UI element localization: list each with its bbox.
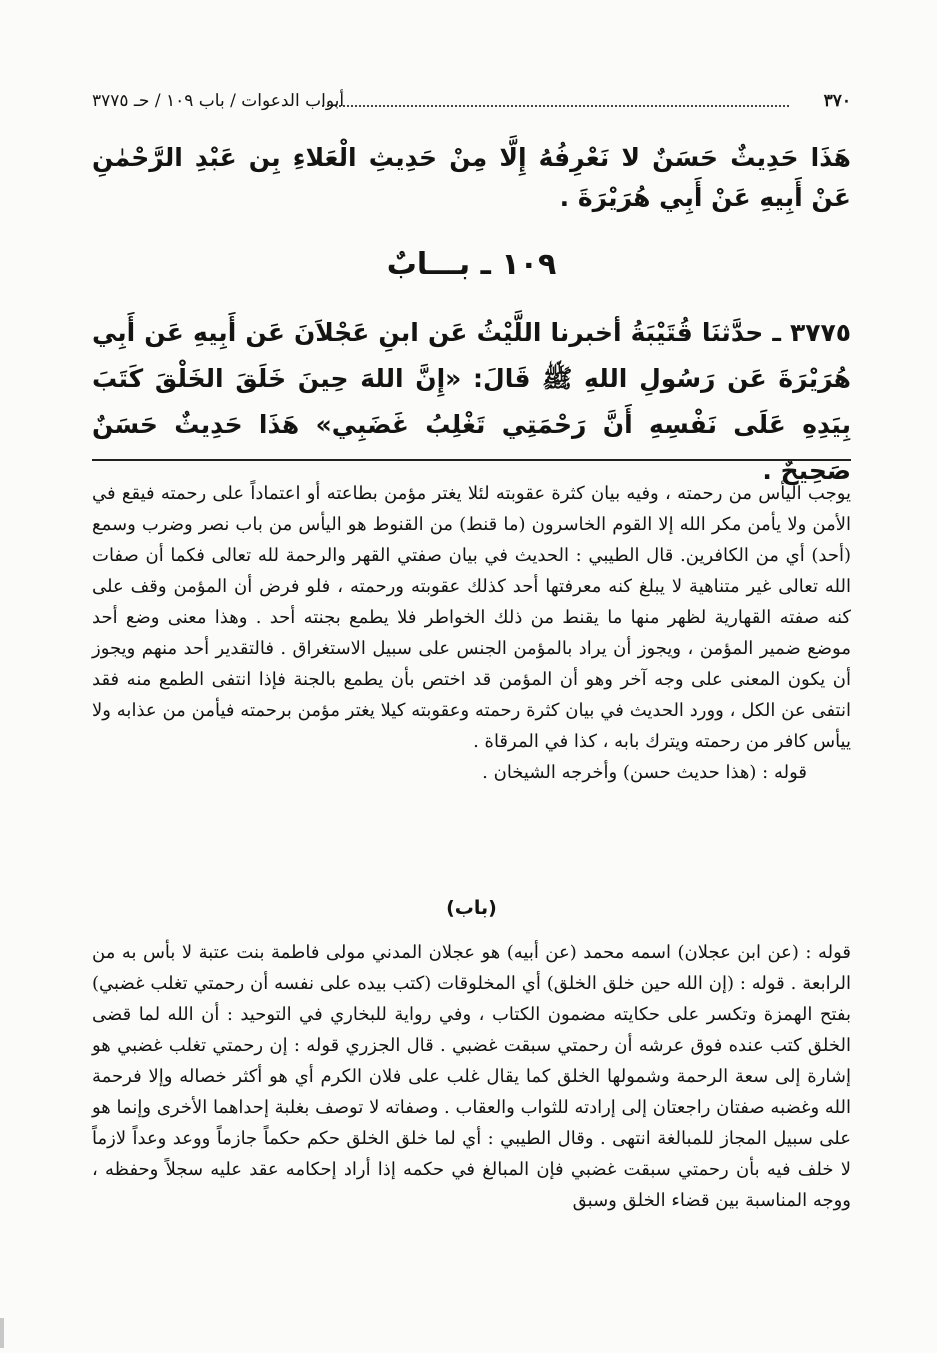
scan-edge-mark [0,1318,4,1348]
hadith-text: ٣٧٧٥ ـ حدَّثنَا قُتَيْبَةُ أخبرنا اللَّيْثُ عَن ابنِ عَجْلاَنَ عَن أَبِيهِ عَن أَبِي هُرَيْرَةَ عَن رَسُولِ اللهِ ﷺ قَالَ: «إِنَّ اللهَ حِينَ خَلَقَ الخَلْقَ كَتَبَ بِيَدِهِ عَلَى نَفْسِهِ أَنَّ رَحْمَتِي تَغْلِبُ غَضَبِي» هَذَا حَدِيثٌ حَسَنٌ صَحِيحٌ . [92,318,851,485]
previous-hadith-note [92,138,851,218]
commentary-paragraph: قوله : (هذا حديث حسن) وأخرجه الشيخان . [482,762,807,783]
chapter-title: ١٠٩ ـ بـــابٌ [386,247,557,282]
page-header [92,88,851,114]
commentary-paragraph: يوجب اليأس من رحمته ، وفيه بيان كثرة عقوبته لئلا يغتر مؤمن بطاعته أو اعتماداً على رحمته فيقع في الأمن ولا يأمن مكر الله إلا القوم الخاسرون (ما قنط) من القنوط هو اليأس من باب نصر وضرب وسمع (أحد) أي من الكافرين. قال الطيبي : الحديث في بيان صفتي القهر والرحمة لله تعالى فكما أن صفات الله تعالى غير متناهية لا يبلغ كنه معرفتها أحد كذلك عقوبته ورحمته ، فلو فرض أن المؤمن وقف على كنه صفته القهارية لظهر منها ما يقنط من ذلك الخواطر فلا يطمع بجنته أحد . وهذا معنى وضع أحد موضع ضمير المؤمن ، ويجوز أن يراد بالمؤمن الجنس على سبيل الاستغراق . فالتقدير أحد منهم ويجوز أن يكون المعنى على وجه آخر وهو أن المؤمن قد اختص بأن يطمع بالجنة فإذا انتفى الطمع منه فقد انتفى عن الكل ، وورد الحديث في بيان كثرة رحمته وعقوبته كيلا يغتر مؤمن برحمته فيأمن من عذابه ولا ييأس كافر من رحمته ويترك بابه ، كذا في المرقاة . [92,483,851,752]
page-number: ٣٧٠ [823,91,851,111]
hadith-3775 [92,310,851,494]
header-leader-dots [322,105,789,107]
commentary-section-2 [92,937,851,1216]
commentary-section-1 [92,478,851,788]
running-title: أبواب الدعوات / باب ١٠٩ / حـ ٣٧٧٥ [92,91,345,111]
commentary-chapter-label: (باب) [446,897,497,919]
commentary-paragraph: قوله : (عن ابن عجلان) اسمه محمد (عن أبيه) هو عجلان المدني مولى فاطمة بنت عتبة لا بأس به من الرابعة . قوله : (إن الله حين خلق الخلق) أي المخلوقات (كتب بيده على نفسه أن رحمتي تغلب غضبي) بفتح الهمزة وتكسر على حكايته مضمون الكتاب ، وفي رواية للبخاري في التوحيد : أن الله لما قضى الخلق كتب عنده فوق عرشه أن رحمتي سبقت غضبي . قال الجزري قوله : إن رحمتي تغلب غضبي هو إشارة إلى سعة الرحمة وشمولها الخلق كما يقال غلب على فلان الكرم أي هو أكثر خصاله وإلا فرحمة الله وغضبه صفتان راجعتان إلى إرادته للثواب والعقاب . وصفاته لا توصف بغلبة إحداهما الأخرى وإنما هو على سبيل المجاز للمبالغة انتهى . وقال الطيبي : أي لما خلق الخلق حكم حكماً جازماً ووعد وعداً لازماً لا خلف فيه بأن رحمتي سبقت غضبي فإن المبالغ في حكمه إذا أراد إحكامه عقد عليه سجلاً وحفظه ، ووجه المناسبة بين قضاء الخلق وسبق [92,942,851,1211]
previous-hadith-note-text: هَذَا حَدِيثٌ حَسَنٌ لا نَعْرِفُهُ إِلَّا مِنْ حَدِيثِ الْعَلاءِ بِن عَبْدِ الرَّحْمٰنِ عَنْ أَبِيهِ عَنْ أَبِي هُرَيْرَةَ . [92,143,851,212]
footnote-divider [92,459,851,461]
